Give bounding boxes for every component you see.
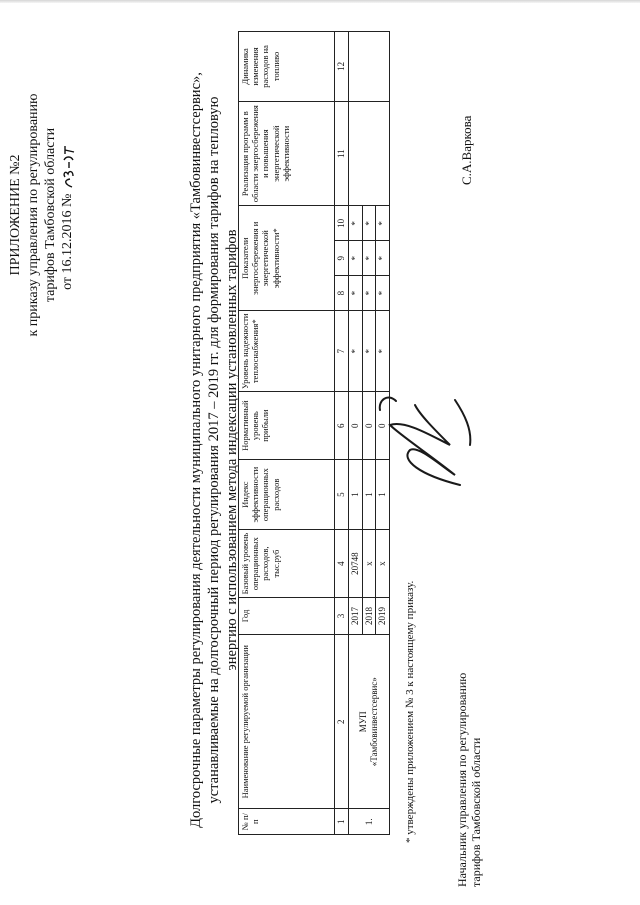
appendix-date-text: от 16.12.2016 № <box>60 193 75 290</box>
header-program: Реализация программ в области энергосбережения и повышения энергетической эффективности <box>239 101 335 206</box>
cell-base: х <box>376 530 390 597</box>
table-header-row <box>239 32 335 835</box>
doc-title-line1: Долгосрочные параметры регулирования деятельности муниципального унитарного предприятия «Тамбовинвестсервис», <box>188 72 204 828</box>
cell-year: 2017 <box>348 597 362 634</box>
col-num-12: 12 <box>335 32 349 102</box>
cell-energy-9: * <box>362 241 376 276</box>
header-profit: Нормативный уровень прибыли <box>239 392 335 459</box>
cell-energy-8: * <box>348 276 362 311</box>
col-num-9: 9 <box>335 241 349 276</box>
cell-profit: 0 <box>362 392 376 459</box>
handwritten-signature <box>360 375 490 505</box>
doc-title-line2: устанавливаемые на долгосрочный период регулирования 2017 – 2019 гг. для формирования тарифов на тепловую <box>206 96 222 804</box>
col-num-8: 8 <box>335 276 349 311</box>
cell-energy-8: * <box>362 276 376 311</box>
cell-index: 1 <box>362 459 376 530</box>
header-dynamics: Динамика изменения расходов на топливо <box>239 32 335 102</box>
row-number: 1. <box>348 809 389 835</box>
cell-reliability: * <box>348 311 362 392</box>
header-base: Базовый уровень операционных расходов, тыс.руб <box>239 530 335 597</box>
cell-energy-9: * <box>348 241 362 276</box>
signer-name: С.А.Варкова <box>459 115 474 185</box>
col-num-7: 7 <box>335 311 349 392</box>
col-num-11: 11 <box>335 101 349 206</box>
col-num-2: 2 <box>335 635 349 809</box>
cell-program <box>348 101 389 206</box>
signer-role-line2: тарифов Тамбовской области <box>469 737 483 887</box>
cell-profit: 0 <box>376 392 390 459</box>
col-num-4: 4 <box>335 530 349 597</box>
column-number-row <box>335 32 349 835</box>
header-index: Индекс эффективности операционных расходов <box>239 459 335 530</box>
header-energy: Показатели энергосбережения и энергетической эффективности* <box>239 206 335 311</box>
footnote: * утверждены приложением № 3 к настоящему приказу. <box>404 580 416 843</box>
appendix-order: к приказу управления по регулированию <box>26 93 41 337</box>
cell-base: х <box>362 530 376 597</box>
org-name-line1: МУП <box>358 711 369 733</box>
cell-reliability: * <box>362 311 376 392</box>
cell-profit: 0 <box>348 392 362 459</box>
header-reliability: Уровень надежности теплоснабжения* <box>239 311 335 392</box>
org-name-line2: «Тамбовинвестсервис» <box>368 677 379 767</box>
col-num-3: 3 <box>335 597 349 634</box>
header-org: Наименование регулируемой организации <box>239 635 335 809</box>
cell-year: 2019 <box>376 597 390 634</box>
header-year: Год <box>239 597 335 634</box>
signer-role-line1: Начальник управления по регулированию <box>455 672 469 887</box>
header-num: № п/п <box>239 809 335 835</box>
cell-energy-10: * <box>362 206 376 241</box>
org-name <box>348 635 389 809</box>
cell-reliability: * <box>376 311 390 392</box>
col-num-5: 5 <box>335 459 349 530</box>
cell-year: 2018 <box>362 597 376 634</box>
col-num-10: 10 <box>335 206 349 241</box>
cell-index: 1 <box>348 459 362 530</box>
appendix-title: ПРИЛОЖЕНИЕ №2 <box>8 154 23 276</box>
appendix-date <box>60 45 76 385</box>
order-number-handwritten <box>61 140 75 190</box>
col-num-6: 6 <box>335 392 349 459</box>
cell-index: 1 <box>376 459 390 530</box>
cell-base: 20748 <box>348 530 362 597</box>
cell-energy-9: * <box>376 241 390 276</box>
col-num-1: 1 <box>335 809 349 835</box>
cell-energy-10: * <box>348 206 362 241</box>
cell-energy-10: * <box>376 206 390 241</box>
doc-title-line3: энергию с использованием метода индексации установленных тарифов <box>224 229 240 671</box>
cell-energy-8: * <box>376 276 390 311</box>
appendix-dept: тарифов Тамбовской области <box>43 127 58 303</box>
cell-dynamics <box>348 32 389 102</box>
